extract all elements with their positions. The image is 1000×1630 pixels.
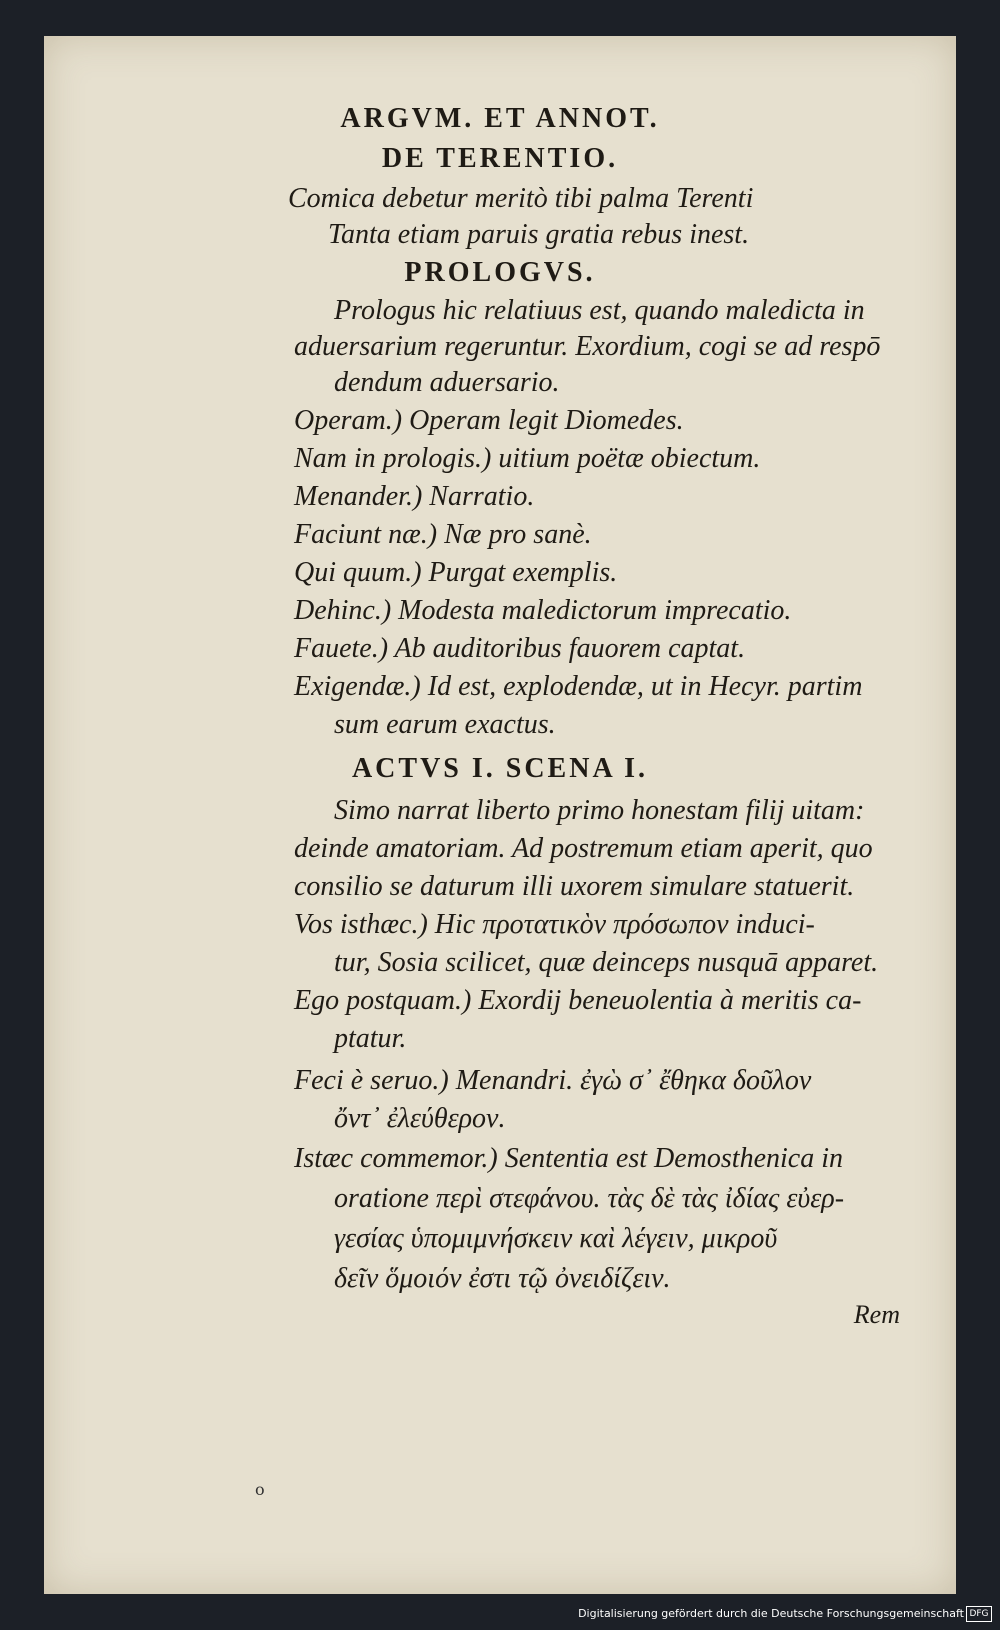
annotation-line: Faciunt næ.) Næ pro sanè. (294, 519, 592, 550)
book-page (44, 36, 956, 1594)
annotation-line: Nam in prologis.) uitium poëtæ obiectum. (294, 443, 761, 474)
annotation-line: Qui quum.) Purgat exemplis. (294, 557, 618, 588)
running-heading: ARGVM. ET ANNOT. (340, 103, 660, 134)
text-line: consilio se daturum illi uxorem simulare statuerit. (294, 871, 855, 902)
text-line: aduersarium regeruntur. Exordium, cogi se ad respō (294, 331, 881, 362)
verse-line: Tanta etiam paruis gratia rebus inest. (328, 219, 750, 250)
annotation-line: ὄντ᾽ ἐλεύθερον. (334, 1103, 506, 1134)
annotation-line: ptatur. (334, 1023, 407, 1054)
footer-credit: Digitalisierung gefördert durch die Deutsche Forschungsgemeinschaft (578, 1607, 964, 1620)
text-line: dendum aduersario. (334, 367, 560, 398)
annotation-line: Feci è seruo.) Menandri. ἐγὼ σ᾽ ἔθηκα δοῦλον (294, 1065, 812, 1096)
annotation-line: δεῖν ὅμοιόν ἐστι τῷ ὀνειδίζειν. (334, 1263, 671, 1294)
section-heading-de-terentio: DE TERENTIO. (381, 143, 619, 174)
annotation-line: Operam.) Operam legit Diomedes. (294, 405, 684, 436)
annotation-line: oratione περὶ στεφάνου. τὰς δὲ τὰς ἰδίας εὐερ- (334, 1183, 845, 1214)
annotation-line: Istæc commemor.) Sententia est Demosthenica in (294, 1143, 843, 1174)
annotation-line: Fauete.) Ab auditoribus fauorem captat. (294, 633, 746, 664)
annotation-line: sum earum exactus. (334, 709, 556, 740)
section-heading-prologus: PROLOGVS. (404, 257, 596, 288)
text-line: deinde amatoriam. Ad postremum etiam aperit, quo (294, 833, 873, 864)
dfg-logo-icon: DFG (966, 1606, 992, 1622)
text-line: Prologus hic relatiuus est, quando maledicta in (334, 295, 865, 326)
page-mark-o: o (255, 1480, 265, 1499)
annotation-line: Exigendæ.) Id est, explodendæ, ut in Hecyr. partim (294, 671, 863, 702)
annotation-line: Dehinc.) Modesta maledictorum imprecatio. (294, 595, 792, 626)
page-text (44, 36, 956, 1594)
verse-line: Comica debetur meritò tibi palma Terenti (288, 183, 754, 214)
annotation-line: Menander.) Narratio. (294, 481, 535, 512)
catchword: Rem (853, 1300, 900, 1329)
text-line: Simo narrat liberto primo honestam filij uitam: (334, 795, 865, 826)
annotation-line: Vos isthæc.) Hic προτατικὸν πρόσωπον induci- (294, 909, 815, 940)
annotation-line: Ego postquam.) Exordij beneuolentia à meritis ca- (294, 985, 862, 1016)
annotation-line: γεσίας ὑπομιμνήσκειν καὶ λέγειν, μικροῦ (334, 1223, 778, 1254)
annotation-line: tur, Sosia scilicet, quæ deinceps nusquā apparet. (334, 947, 879, 978)
footer-bar (0, 1594, 1000, 1630)
section-heading-actus: ACTVS I. SCENA I. (351, 753, 649, 784)
